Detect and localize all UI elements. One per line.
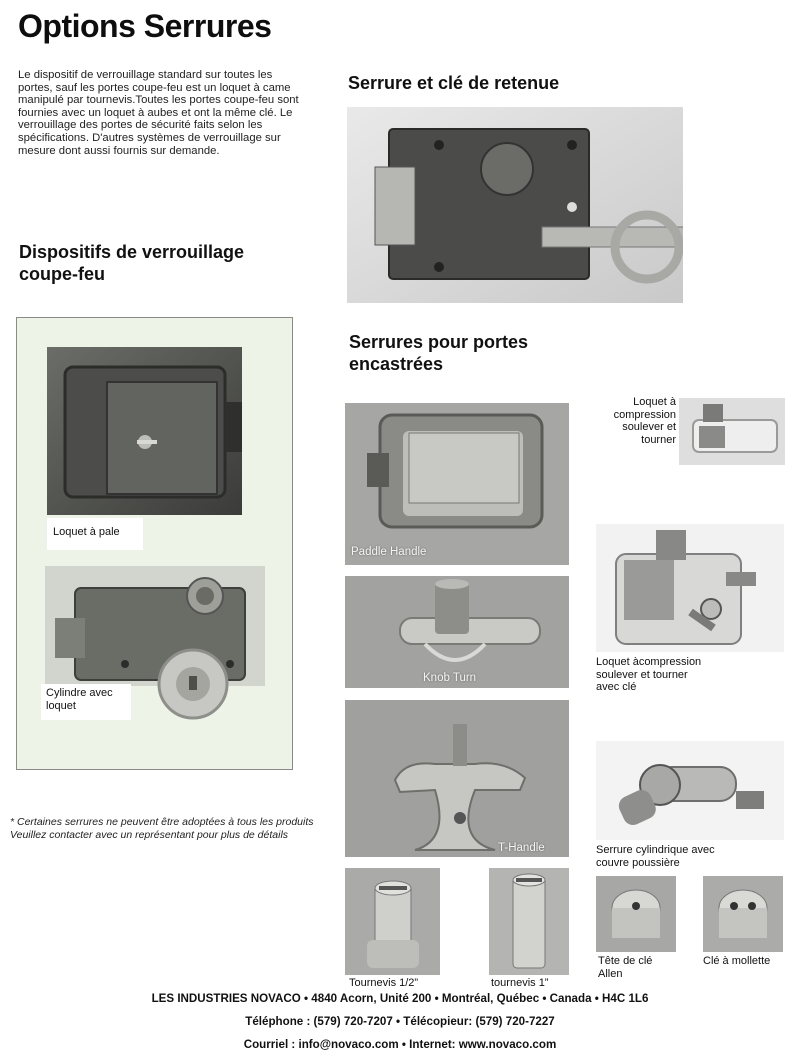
paddle-handle-illustration bbox=[345, 403, 569, 565]
recessed-heading-line-2: encastrées bbox=[349, 354, 444, 374]
compression-key-latch-caption-line-2: soulever et tourner bbox=[596, 668, 688, 681]
compatibility-note bbox=[10, 816, 314, 842]
screwdriver-half-photo bbox=[345, 868, 440, 975]
screwdriver-one-photo bbox=[489, 868, 569, 975]
recessed-heading-line-1: Serrures pour portes bbox=[349, 332, 529, 352]
compression-latch-illustration bbox=[679, 398, 785, 465]
page-title: Options Serrures bbox=[18, 8, 272, 44]
allen-key-head-caption-line-1: Tête de clé bbox=[598, 955, 653, 967]
paddle-latch-caption-box bbox=[47, 518, 143, 550]
compression-key-latch-caption-line-1: Loquet àcompression bbox=[596, 656, 702, 668]
paddle-handle-photo bbox=[345, 403, 569, 565]
footer-phone: Téléphone : (579) 720-7207 • Télécopieur: (579) 720-7227 bbox=[245, 1015, 555, 1028]
cylinder-latch-caption-box bbox=[41, 684, 131, 720]
retention-lock-illustration bbox=[347, 107, 683, 303]
footer-address: LES INDUSTRIES NOVACO • 4840 Acorn, Unité 200 • Montréal, Québec • Canada • H4C 1L6 bbox=[151, 992, 649, 1005]
cylinder-dust-cover-caption-line-2: couvre poussière bbox=[596, 856, 680, 869]
fire-heading-line-2: coupe-feu bbox=[19, 264, 106, 284]
allen-key-head-photo bbox=[596, 876, 676, 952]
cylinder-dust-cover-photo bbox=[596, 741, 784, 840]
compression-key-latch-caption-line-3: avec clé bbox=[596, 681, 637, 693]
footer-contact: Courriel : info@novaco.com • Internet: www.novaco.com bbox=[243, 1038, 557, 1051]
t-handle-illustration bbox=[345, 700, 569, 857]
compression-latch-caption bbox=[600, 396, 676, 446]
paddle-handle-label: Paddle Handle bbox=[351, 546, 427, 558]
paddle-latch-caption: Loquet à pale bbox=[53, 526, 120, 538]
fire-heading-line-1: Dispositifs de verrouillage bbox=[19, 242, 245, 262]
compression-key-latch-illustration bbox=[596, 524, 784, 652]
compression-latch-caption-line-2: compression bbox=[613, 408, 676, 421]
note-line-2: Veuillez contacter avec un représentant pour plus de détails bbox=[10, 829, 289, 841]
spanner-key-photo bbox=[703, 876, 783, 952]
retention-lock-photo bbox=[347, 107, 683, 303]
t-handle-photo bbox=[345, 700, 569, 857]
compression-latch-caption-line-1: Loquet à bbox=[633, 396, 676, 408]
screwdriver-half-caption: Tournevis 1/2” bbox=[349, 977, 419, 989]
allen-key-head-caption-line-2: Allen bbox=[598, 967, 623, 980]
spanner-key-illustration bbox=[703, 876, 783, 952]
knob-turn-label: Knob Turn bbox=[423, 672, 477, 684]
screwdriver-one-caption: tournevis 1” bbox=[491, 977, 549, 989]
screwdriver-half-illustration bbox=[345, 868, 440, 975]
screwdriver-one-illustration bbox=[489, 868, 569, 975]
compression-latch-caption-line-4: tourner bbox=[641, 433, 676, 446]
paddle-latch-illustration bbox=[47, 347, 242, 515]
paddle-latch-photo bbox=[47, 347, 242, 515]
fire-section-heading bbox=[19, 241, 244, 285]
allen-key-head-caption bbox=[598, 955, 652, 980]
compression-latch-photo bbox=[679, 398, 785, 465]
cylinder-dust-cover-caption-line-1: Serrure cylindrique avec bbox=[596, 844, 715, 856]
compression-latch-caption-line-3: soulever et bbox=[622, 421, 676, 433]
knob-turn-photo bbox=[345, 576, 569, 688]
note-line-1: * Certaines serrures ne peuvent être adoptées à tous les produits bbox=[10, 816, 314, 828]
t-handle-label: T-Handle bbox=[498, 842, 545, 854]
allen-key-head-illustration bbox=[596, 876, 676, 952]
intro-paragraph: Le dispositif de verrouillage standard sur toutes les portes, sauf les portes coupe-feu est un loquet à came manipulé par tournevis.Toutes les portes coupe-feu sont fournies avec un loquet à aubes et ont la même clé. Le verrouillage des portes de sécurité faits selon les spécifications. D'autres systèmes de verrouillage sur mesure dont aussi fournis sur demande. bbox=[18, 69, 299, 157]
spanner-key-caption: Clé à mollette bbox=[703, 955, 771, 967]
recessed-section-heading bbox=[349, 331, 528, 375]
cylinder-dust-cover-illustration bbox=[596, 741, 784, 840]
compression-key-latch-photo bbox=[596, 524, 784, 652]
cylinder-latch-caption-line-1: Cylindre avec bbox=[46, 687, 113, 699]
cylinder-dust-cover-caption bbox=[596, 844, 715, 869]
compression-key-latch-caption bbox=[596, 656, 701, 694]
retention-section-heading: Serrure et clé de retenue bbox=[348, 73, 560, 93]
cylinder-latch-caption-line-2: loquet bbox=[46, 700, 76, 712]
